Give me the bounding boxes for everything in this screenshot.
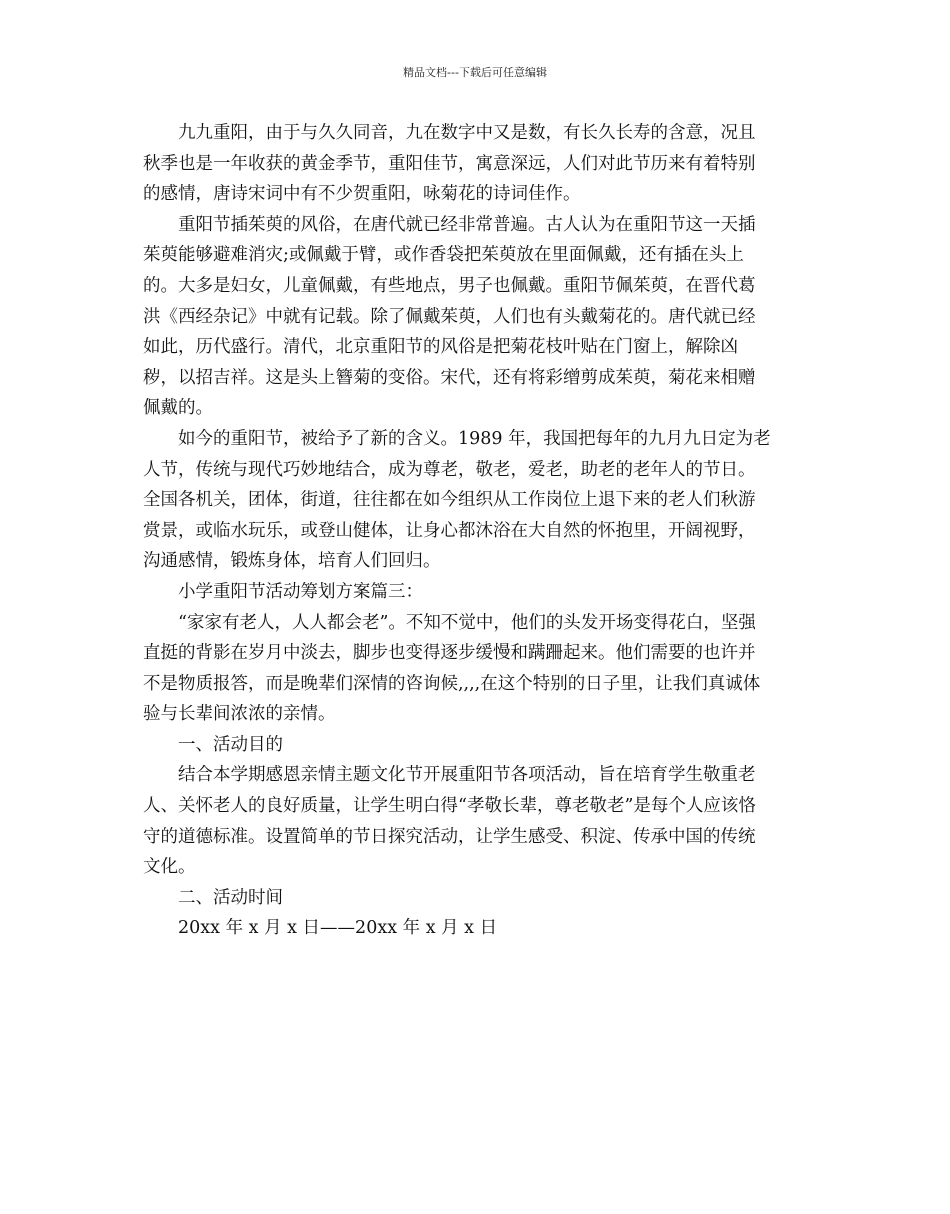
text-line: 守的道德标准。设置简单的节日探究活动，让学生感受、积淀、传承中国的传统 <box>143 826 756 847</box>
text-line: 茱萸能够避难消灾;或佩戴于臂，或作香袋把茱萸放在里面佩戴，还有插在头上 <box>143 245 744 266</box>
text-line: 秋季也是一年收获的黄金季节，重阳佳节，寓意深远，人们对此节历来有着特别 <box>143 153 756 174</box>
text-line: 文化。 <box>143 857 196 878</box>
text-line: 人节，传统与现代巧妙地结合，成为尊老，敬老，爱老，助老的老年人的节日。 <box>143 459 756 480</box>
text-line: 的。大多是妇女，儿童佩戴，有些地点，男子也佩戴。重阳节佩茱萸，在晋代葛 <box>143 275 756 296</box>
text-line: 如此，历代盛行。清代，北京重阳节的风俗是把菊花枝叶贴在门窗上，解除凶 <box>143 337 738 358</box>
text-line: 佩戴的。 <box>143 398 213 419</box>
text-line: 秽，以招吉祥。这是头上簪菊的变俗。宋代，还有将彩缯剪成茱萸，菊花来相赠 <box>143 367 756 388</box>
text-line: 二、活动时间 <box>178 887 283 908</box>
text-line: 一、活动目的 <box>178 734 283 755</box>
text-line: 沟通感情，锻炼身体，培育人们回归。 <box>143 551 441 572</box>
text-line: 的感情，唐诗宋词中有不少贺重阳，咏菊花的诗词佳作。 <box>143 184 581 205</box>
text-line: 赏景，或临水玩乐，或登山健体，让身心都沐浴在大自然的怀抱里，开阔视野， <box>143 520 756 541</box>
text-line: 人、关怀老人的良好质量，让学生明白得“孝敬长辈，尊老敬老”是每个人应该恪 <box>143 796 756 817</box>
text-line: 如今的重阳节，被给予了新的含义。1989 年，我国把每年的九月九日定为老 <box>178 428 771 449</box>
text-line: 不是物质报答，而是晚辈们深情的咨询候,,,,在这个特别的日子里，让我们真诚体 <box>143 673 761 694</box>
text-line: 直挺的背影在岁月中淡去，脚步也变得逐步缓慢和蹒跚起来。他们需要的也许并 <box>143 643 756 664</box>
page-header: 精品文档---下载后可任意编辑 <box>403 66 547 79</box>
text-line: 20xx 年 x 月 x 日——20xx 年 x 月 x 日 <box>178 918 498 939</box>
document-body <box>143 118 808 944</box>
text-line: 洪《西经杂记》中就有记载。除了佩戴茱萸，人们也有头戴菊花的。唐代就已经 <box>143 306 756 327</box>
text-line: 结合本学期感恩亲情主题文化节开展重阳节各项活动，旨在培育学生敬重老 <box>178 765 756 786</box>
text-line: 重阳节插茱萸的风俗，在唐代就已经非常普遍。古人认为在重阳节这一天插 <box>178 214 756 235</box>
text-line: 九九重阳，由于与久久同音，九在数字中又是数，有长久长寿的含意，况且 <box>178 123 756 143</box>
text-line: 验与长辈间浓浓的亲情。 <box>143 704 336 725</box>
text-line: 全国各机关，团体，街道，往往都在如今组织从工作岗位上退下来的老人们秋游 <box>143 490 756 511</box>
text-line: 小学重阳节活动筹划方案篇三： <box>178 581 423 602</box>
text-line: “家家有老人，人人都会老”。不知不觉中，他们的头发开场变得花白，坚强 <box>178 612 756 633</box>
